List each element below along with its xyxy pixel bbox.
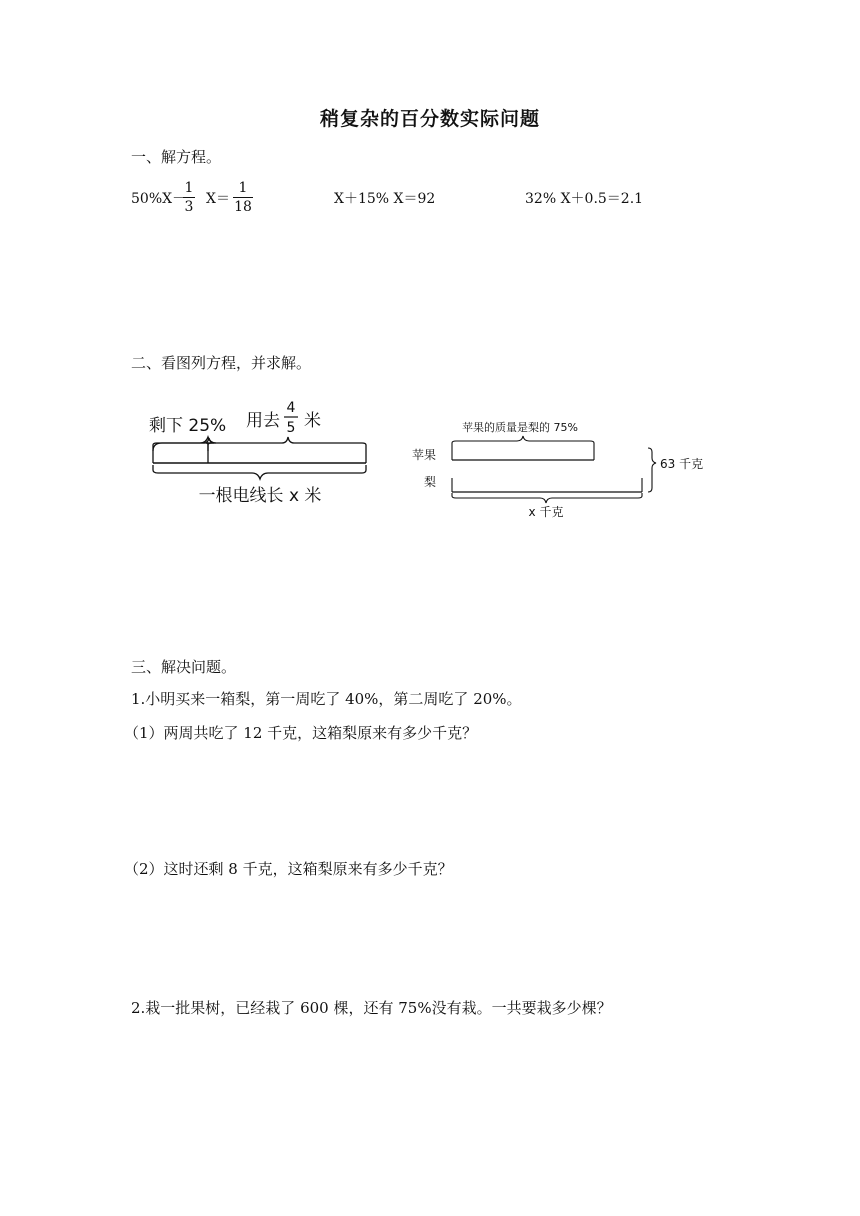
used-brace (208, 437, 366, 451)
remain-label: 剩下 25% (149, 416, 227, 436)
equation-1-fraction-1: 1 3 (184, 180, 194, 215)
top-brace (452, 436, 594, 447)
pear-label: 梨 (424, 475, 437, 489)
equation-1-prefix: 50%X－ (131, 191, 187, 207)
used-fraction-denominator: 5 (286, 420, 296, 436)
question-1: 1.小明买来一箱梨，第一周吃了 40%，第二周吃了 20%。 (131, 690, 522, 708)
question-1-part-1: （1）两周共吃了 12 千克，这箱梨原来有多少千克？ (124, 724, 478, 742)
x-label: x 千克 (528, 505, 564, 519)
apple-label: 苹果 (412, 448, 437, 462)
used-label: 用去 (246, 411, 280, 431)
section-1-heading: 一、解方程。 (131, 148, 222, 166)
wire-diagram (140, 395, 380, 507)
total-label: 一根电线长 x 米 (198, 486, 322, 506)
used-unit: 米 (304, 411, 321, 431)
equation-2: X＋15% X＝92 (334, 191, 436, 207)
page-title: 稍复杂的百分数实际问题 (319, 108, 540, 130)
total-brace (153, 465, 366, 479)
equation-1-mid: X＝ (206, 191, 230, 207)
sum-label: 63 千克 (660, 457, 704, 471)
question-2: 2.栽一批果树，已经栽了 600 棵，还有 75%没有栽。一共要栽多少棵？ (131, 999, 612, 1017)
pear-brace (452, 493, 642, 503)
section-3-heading: 三、解决问题。 (131, 658, 237, 676)
section-2-heading: 二、看图列方程，并求解。 (131, 354, 312, 372)
equation-3: 32% X＋0.5＝2.1 (525, 191, 644, 207)
fruit-diagram (408, 412, 708, 522)
question-1-part-2: （2）这时还剩 8 千克，这箱梨原来有多少千克？ (124, 860, 453, 878)
remain-brace (153, 437, 216, 451)
sum-brace (648, 448, 656, 492)
equation-1-fraction-2: 1 18 (234, 180, 252, 215)
used-fraction-numerator: 4 (286, 400, 296, 416)
top-label: 苹果的质量是梨的 75% (462, 421, 578, 434)
